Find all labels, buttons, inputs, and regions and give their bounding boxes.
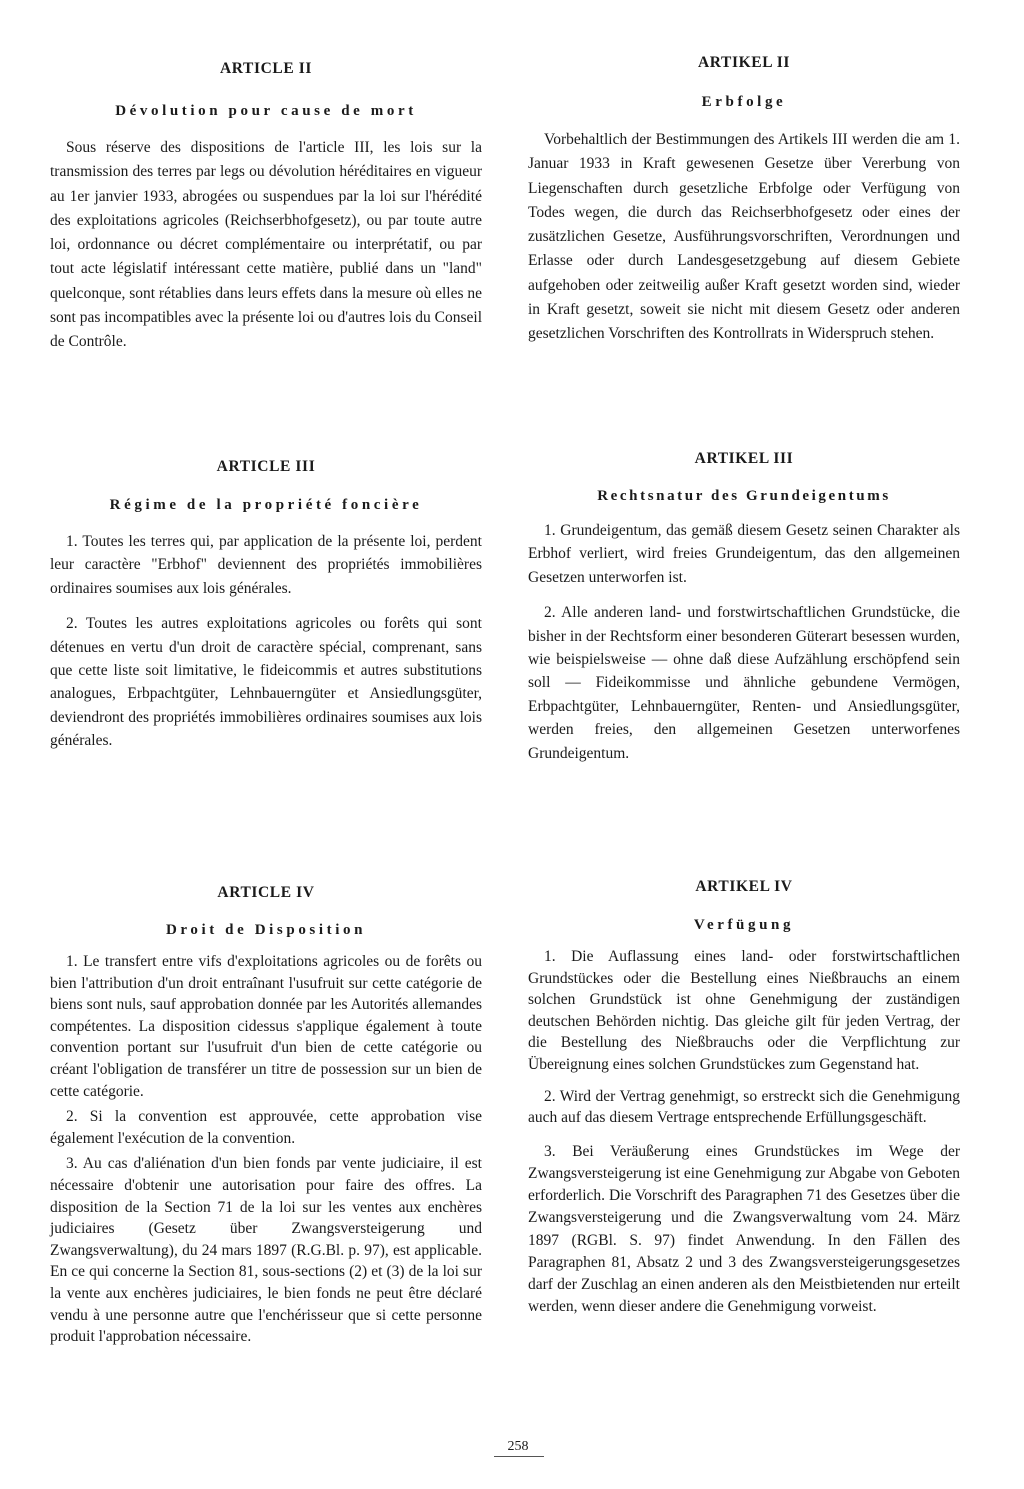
article-subheading: Verfügung — [693, 917, 795, 933]
article-heading: ARTIKEL III — [694, 450, 794, 467]
page-number: 258 — [507, 1439, 529, 1454]
paragraph: 1. Grundeigentum, das gemäß diesem Gesetz seinen Charakter als Erbhof verliert, wird freies Grundeigentum, das den allgemeinen Gesetzen unterworfen ist. — [528, 522, 960, 586]
article-heading: ARTICLE III — [216, 458, 316, 475]
article-heading: ARTIKEL II — [697, 54, 791, 71]
paragraph: Vorbehaltlich der Bestimmungen des Artikels III werden die am 1. Januar 1933 in Kraft gewesenen Gesetze über Vererbung von Liegenschaften durch gesetzliche Erbfolge oder Verfügung von Todes wegen, die durch das Reichserbhofgesetz oder eines der zusätzlichen Gesetze, Ausführungsvorschriften, Verordnungen und Erlasse oder durch Landesgesetzgebung auf diesem Gebiete aufgehoben oder zeitweilig außer Kraft gesetzt worden sind, wieder in Kraft gesetzt, soweit sie nicht mit diesem Gesetz oder anderen gesetzlichen Vorschriften des Kontrollrats in Widerspruch stehen. — [528, 131, 960, 343]
paragraph: 2. Alle anderen land- und forstwirtschaftlichen Grundstücke, die bisher in der Rechtsform einer besonderen Güterart besessen wurden, wie beispielsweise — ohne daß diese Aufzählung erschöpfend sein soll — Fideikommisse und ähnliche gebundene Vermögen, Erbpachtgüter, Lehnbauerngüter, Renten- und Ansiedlungsgüter, werden freies, den allgemeinen Gesetzen unterworfenes Grundeigentum. — [528, 604, 960, 762]
paragraph: 2. Si la convention est approuvée, cette approbation vise également l'exécution de la convention. — [50, 1108, 482, 1147]
paragraph: 1. Toutes les terres qui, par application de la présente loi, perdent leur caractère "Erbhof" deviennent des propriétés immobilières ordinaires soumises aux lois générales. — [50, 533, 482, 597]
article-subheading: Droit de Disposition — [165, 922, 367, 938]
paragraph: 1. Die Auflassung eines land- oder forstwirtschaftlichen Grundstückes oder die Bestellung eines Nießbrauchs an einem solchen Grundstück ist ohne Genehmigung der zuständigen deutschen Behörden nichtig. Das gleiche gilt für jeden Vertrag, der die Bestellung des Nießbrauchs oder die Verpflichtung zur Übereignung eines solchen Grundstückes zum Gegenstand hat. — [528, 948, 960, 1073]
artikel-ii-de — [528, 52, 960, 347]
article-ii-fr — [50, 58, 482, 355]
article-iv-fr — [50, 882, 482, 1348]
paragraph: 3. Bei Veräußerung eines Grundstückes im Wege der Zwangsversteigerung ist eine Genehmigung zur Abgabe von Geboten erforderlich. Die Vorschrift des Paragraphen 71 des Gesetzes über die Zwangsversteigerung und die Zwangsverwaltung vom 24. März 1897 (RGBl. S. 97) findet Anwendung. In den Fällen des Paragraphen 81, Absatz 2 und 3 des Zwangsversteigerungsgesetzes darf der Zuschlag an einen anderen als den Meistbietenden nur erteilt werden, wenn dieser andere die Genehmigung vorweist. — [528, 1142, 960, 1316]
article-iii-fr — [50, 456, 482, 753]
paragraph: 2. Wird der Vertrag genehmigt, so erstreckt sich die Genehmigung auch auf das diesem Vertrage entsprechende Erfüllungsgeschäft. — [528, 1087, 960, 1127]
article-heading: ARTICLE II — [219, 60, 313, 77]
article-subheading: Rechtsnatur des Grundeigentums — [597, 488, 891, 504]
paragraph: 3. Au cas d'aliénation d'un bien fonds par vente judiciaire, il est nécessaire d'obtenir une autorisation pour faire des offres. La disposition de la Section 71 de la loi sur les ventes aux enchères judiciaires (Gesetz über Zwangsversteigerung und Zwangsverwaltung), du 24 mars 1897 (R.G.Bl. p. 97), est applicable. En ce qui concerne la Section 81, sous-sections (2) et (3) de la loi sur la vente aux enchères judiciaires, le bien fonds ne peut être déclaré vendu à une personne autre que l'enchérisseur que si cette personne produit l'approbation nécessaire. — [50, 1155, 482, 1346]
paragraph: 2. Toutes les autres exploitations agricoles ou forêts qui sont détenues en vertu d'un droit de caractère spécial, comprenant, sans que cette liste soit limitative, le fideicommis et autres substitutions analogues, Erbpachtgüter, Lehnbauerngüter et Ansiedlungsgüter, deviendront des propriétés immobilières ordinaires soumises aux lois générales. — [50, 615, 482, 750]
article-subheading: Régime de la propriété foncière — [109, 497, 423, 513]
article-heading: ARTIKEL IV — [695, 878, 793, 895]
article-subheading: Erbfolge — [701, 94, 787, 110]
artikel-iii-de — [528, 448, 960, 765]
paragraph: 1. Le transfert entre vifs d'exploitations agricoles ou de forêts ou bien l'attribution d'un droit entraînant l'usufruit sur cette catégorie de biens sont nuls, sauf approbation donnée par les Autorités allemandes compétentes. La disposition cidessus s'applique également à toute convention portant sur l'usufruit d'un bien de cette catégorie ou créant l'obligation de transférer un titre de possession sur un bien de cette catégorie. — [50, 953, 482, 1100]
article-subheading: Dévolution pour cause de mort — [115, 103, 417, 119]
page-number-rule — [494, 1456, 544, 1457]
paragraph: Sous réserve des dispositions de l'article III, les lois sur la transmission des terres par legs ou dévolution héréditaires en vigueur au 1er janvier 1933, abrogées ou suspendues par la loi sur l'hérédité des exploitations agricoles (Reichserbhofgesetz), ou par toute autre loi, ordonnance ou décret complémentaire ou interprétatif, ou par tout acte législatif intéressant cette matière, publié dans un "land" quelconque, sont rétablies dans leurs effets dans la mesure où elles ne sont pas incompatibles avec la présente loi ou d'autres lois du Conseil de Contrôle. — [50, 139, 482, 351]
artikel-iv-de — [528, 876, 960, 1318]
article-heading: ARTICLE IV — [217, 884, 315, 901]
